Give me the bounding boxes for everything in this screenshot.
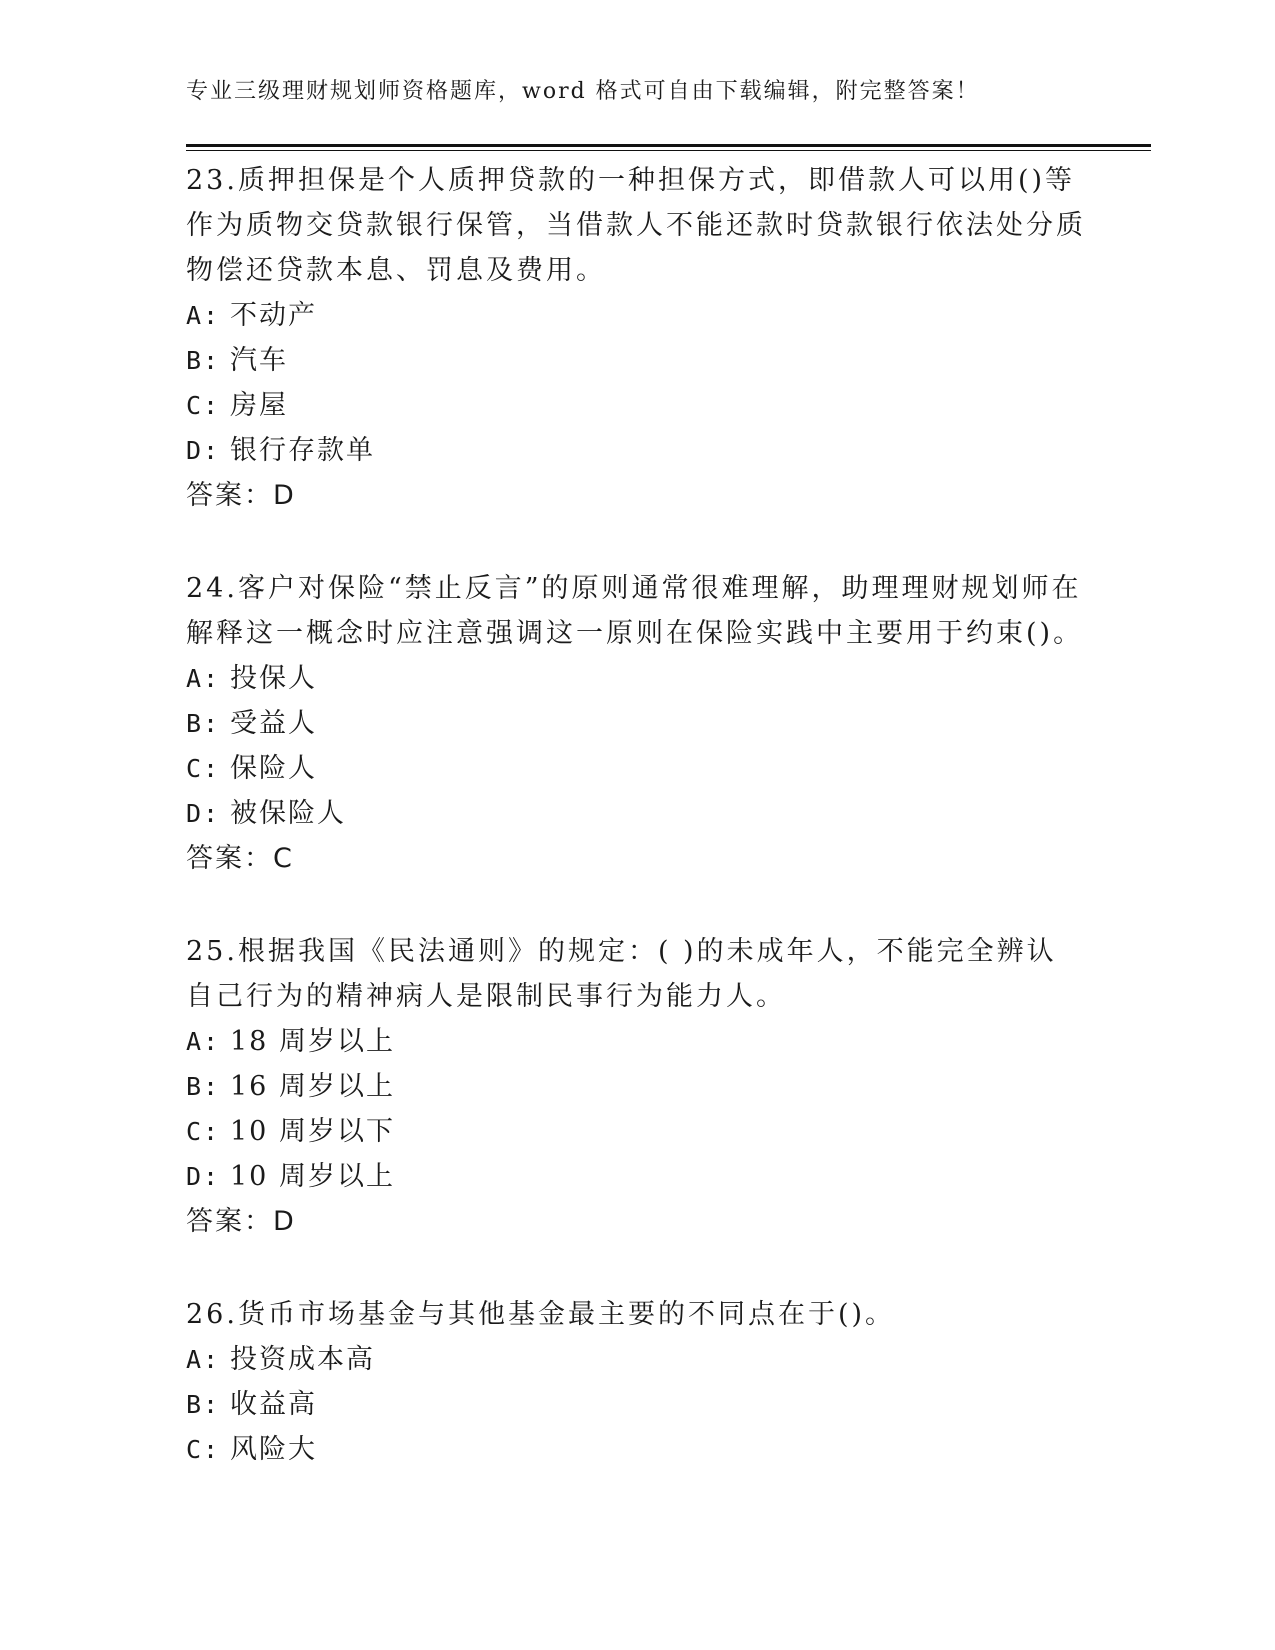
option-key: D: (186, 1162, 221, 1191)
question-24 (186, 566, 1086, 881)
option-key: A: (186, 301, 221, 330)
answer-line: 答案：D (186, 480, 296, 511)
option-c (186, 746, 1086, 791)
question-stem: 26.货币市场基金与其他基金最主要的不同点在于()。 (186, 1299, 896, 1330)
option-c (186, 1427, 1086, 1472)
question-stem: 25.根据我国《民法通则》的规定：( )的未成年人，不能完全辨认自己行为的精神病人是限制民事行为能力人。 (186, 936, 1057, 1012)
question-23 (186, 158, 1086, 518)
option-key: A: (186, 1027, 221, 1056)
question-26 (186, 1292, 1086, 1472)
option-key: A: (186, 1345, 221, 1374)
header-rule-thin (186, 150, 1151, 151)
option-b (186, 1064, 1086, 1109)
question-stem: 24.客户对保险“禁止反言”的原则通常很难理解，助理理财规划师在解释这一概念时应注意强调这一原则在保险实践中主要用于约束()。 (186, 573, 1084, 649)
option-text: 10 周岁以下 (230, 1116, 395, 1147)
option-key: B: (186, 709, 221, 738)
option-key: C: (186, 1117, 221, 1146)
option-key: D: (186, 436, 221, 465)
option-key: B: (186, 1390, 221, 1419)
option-key: C: (186, 1435, 221, 1464)
option-c (186, 1109, 1086, 1154)
option-text: 收益高 (230, 1389, 317, 1420)
option-text: 汽车 (230, 345, 288, 376)
option-key: B: (186, 346, 221, 375)
option-text: 被保险人 (230, 798, 346, 829)
question-stem: 23.质押担保是个人质押贷款的一种担保方式，即借款人可以用()等作为质物交贷款银行保管，当借款人不能还款时贷款银行依法处分质物偿还贷款本息、罚息及费用。 (186, 165, 1086, 286)
question-list (186, 158, 1086, 1520)
option-a (186, 656, 1086, 701)
option-text: 不动产 (230, 300, 317, 331)
option-key: B: (186, 1072, 221, 1101)
option-text: 受益人 (230, 708, 317, 739)
option-b (186, 701, 1086, 746)
option-a (186, 1019, 1086, 1064)
option-key: C: (186, 754, 221, 783)
option-d (186, 428, 1086, 473)
option-text: 房屋 (230, 390, 288, 421)
option-text: 投保人 (230, 663, 317, 694)
header-note: 专业三级理财规划师资格题库，word 格式可自由下载编辑，附完整答案！ (186, 79, 980, 104)
option-text: 投资成本高 (230, 1344, 375, 1375)
option-a (186, 293, 1086, 338)
option-c (186, 383, 1086, 428)
option-a (186, 1337, 1086, 1382)
option-d (186, 791, 1086, 836)
option-text: 银行存款单 (230, 435, 375, 466)
question-25 (186, 929, 1086, 1244)
option-text: 10 周岁以上 (230, 1161, 395, 1192)
answer-line: 答案：D (186, 1206, 296, 1237)
option-d (186, 1154, 1086, 1199)
option-b (186, 1382, 1086, 1427)
option-b (186, 338, 1086, 383)
option-text: 16 周岁以上 (230, 1071, 395, 1102)
option-text: 保险人 (230, 753, 317, 784)
option-key: D: (186, 799, 221, 828)
option-key: A: (186, 664, 221, 693)
header-rule-thick (186, 144, 1151, 147)
option-key: C: (186, 391, 221, 420)
option-text: 风险大 (230, 1434, 317, 1465)
answer-line: 答案：C (186, 843, 294, 874)
option-text: 18 周岁以上 (230, 1026, 395, 1057)
